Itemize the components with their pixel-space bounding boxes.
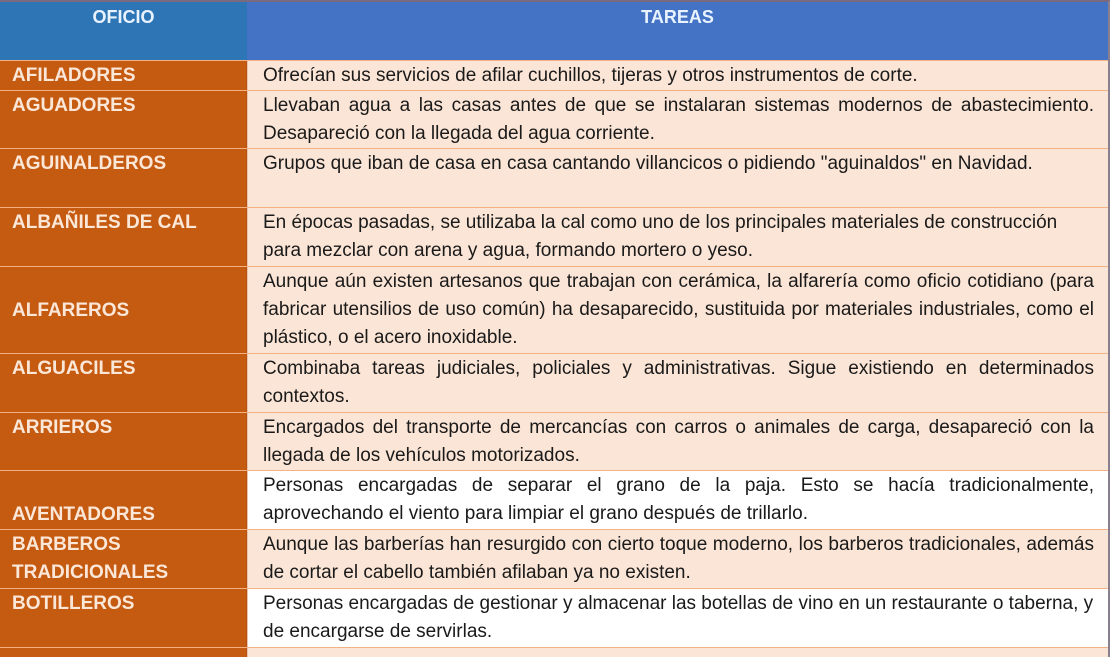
oficio-cell [0, 471, 247, 529]
tareas-cell [247, 648, 1108, 657]
tareas-cell: Aunque las barberías han resurgido con cierto toque moderno, los barberos tradicionales, además de cortar el cabello también afilaban ya no existen. [247, 530, 1108, 588]
tareas-cell: Ofrecían sus servicios de afilar cuchillos, tijeras y otros instrumentos de corte. [247, 61, 1108, 90]
oficio-label-line2: TRADICIONALES [12, 562, 169, 583]
tareas-cell: Personas encargadas de separar el grano de la paja. Esto se hacía tradicionalmente, aprovechando el viento para limpiar el grano después de trillarlo. [247, 471, 1108, 529]
tareas-cell: Grupos que iban de casa en casa cantando villancicos o pidiendo "aguinaldos" en Navidad. [247, 149, 1108, 207]
oficio-cell: AGUADORES [0, 91, 247, 148]
column-header-tareas: TAREAS [247, 2, 1108, 60]
table-row [0, 207, 1108, 266]
oficio-cell [0, 530, 247, 588]
table-header [0, 2, 1108, 60]
table-row [0, 529, 1108, 588]
oficio-cell: ALGUACILES [0, 354, 247, 412]
table-row [0, 148, 1108, 207]
tareas-cell: Personas encargadas de gestionar y almacenar las botellas de vino en un restaurante o taberna, y de encargarse de servirlas. [247, 589, 1108, 647]
tareas-cell: Llevaban agua a las casas antes de que se instalaran sistemas modernos de abastecimiento. Desapareció con la llegada del agua corriente. [247, 91, 1108, 148]
table-row [0, 60, 1108, 90]
tareas-cell: Encargados del transporte de mercancías con carros o animales de carga, desapareció con la llegada de los vehículos motorizados. [247, 413, 1108, 470]
tareas-cell: En épocas pasadas, se utilizaba la cal como uno de los principales materiales de construcción para mezclar con arena y agua, formando mortero o yeso. [247, 208, 1108, 266]
oficio-cell: AGUINALDEROS [0, 149, 247, 207]
table-row [0, 412, 1108, 470]
oficio-cell: AFILADORES [0, 61, 247, 90]
oficio-cell: ALBAÑILES DE CAL [0, 208, 247, 266]
table-row-partial [0, 647, 1108, 657]
column-header-oficio: OFICIO [0, 2, 247, 60]
oficio-cell [0, 267, 247, 353]
oficio-cell: ARRIEROS [0, 413, 247, 470]
table-row [0, 353, 1108, 412]
tareas-cell: Combinaba tareas judiciales, policiales y administrativas. Sigue existiendo en determinados contextos. [247, 354, 1108, 412]
table-row [0, 266, 1108, 353]
table-row [0, 470, 1108, 529]
oficio-label: ALFAREROS [12, 299, 130, 321]
oficio-cell [0, 648, 247, 657]
table-row [0, 588, 1108, 647]
table-row [0, 90, 1108, 148]
oficio-cell: BOTILLEROS [0, 589, 247, 647]
oficio-label-line1: BARBEROS [12, 534, 121, 555]
oficio-label: AVENTADORES [12, 504, 155, 525]
tareas-cell: Aunque aún existen artesanos que trabajan con cerámica, la alfarería como oficio cotidiano (para fabricar utensilios de uso común) ha desaparecido, sustituida por materiales industriales, como el plástico, o el acero inoxidable. [247, 267, 1108, 353]
